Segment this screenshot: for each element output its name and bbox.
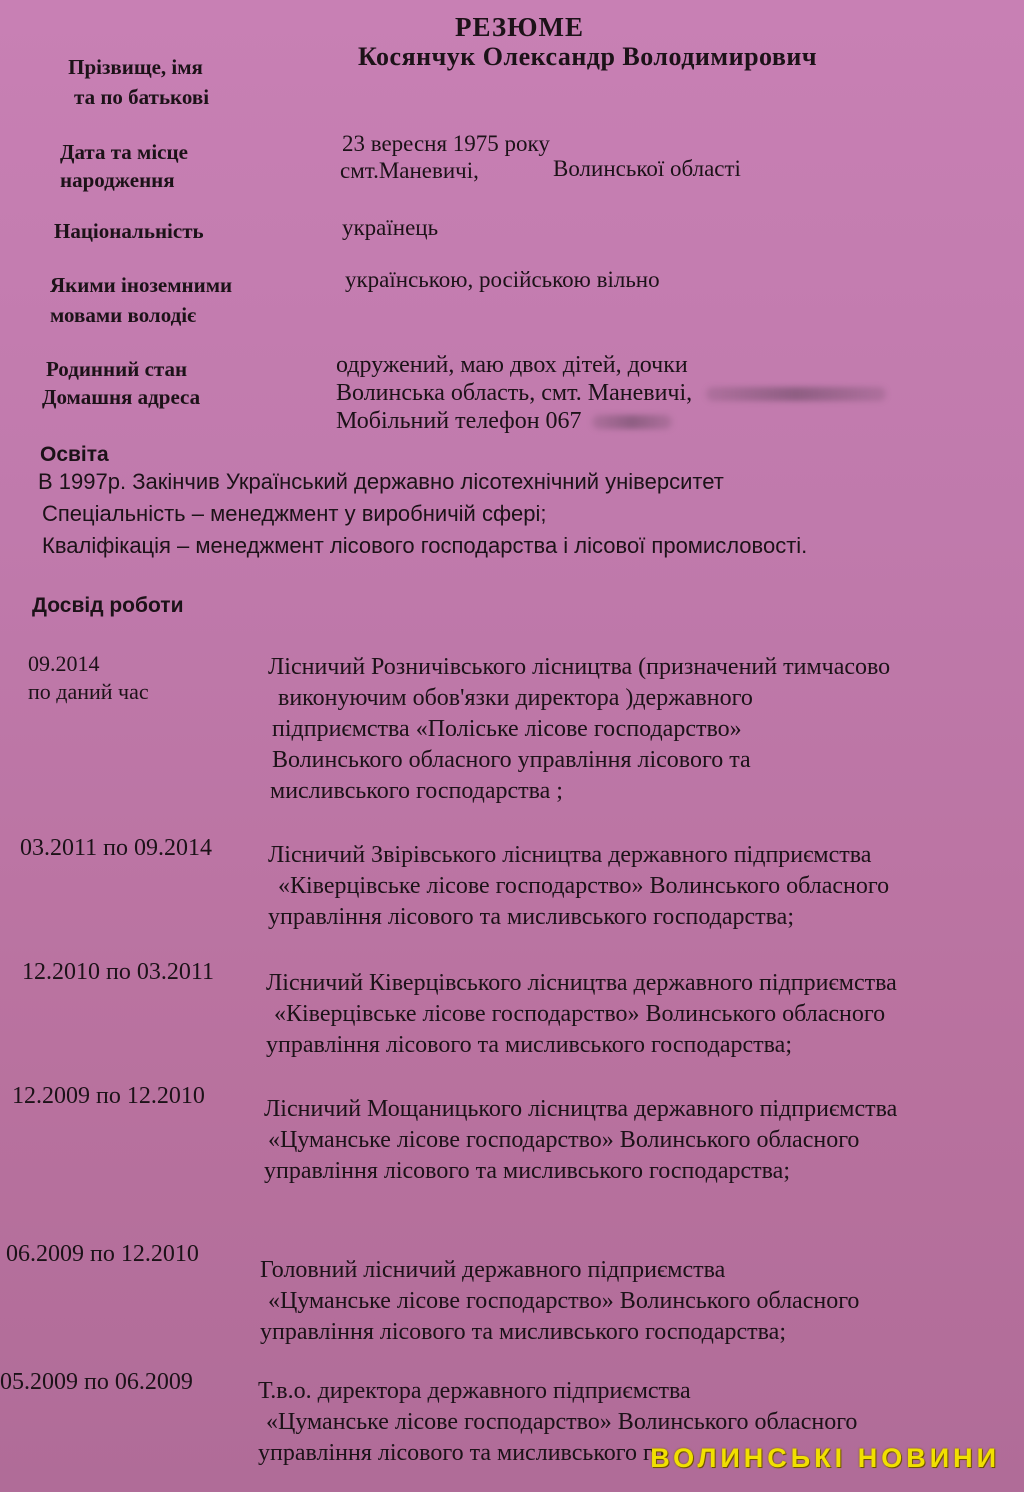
birth-label: Дата та місце народження [60,140,188,192]
languages-value: українською, російською вільно [345,267,660,292]
nationality-value: українець [342,215,439,240]
entry-dates: 09.2014 по даний час [28,651,149,704]
address-value [336,378,886,408]
entry-position: Лісничий Ківерцівського лісництва державного підприємства «Ківерцівське лісове господарство» Волинського обласного управління лісового та мисливського господарства; [266,970,897,1058]
languages-label: Якими іноземними мовами володіє [50,273,233,327]
birth-region: Волинської області [553,156,741,181]
birth-date: 23 вересня 1975 року [342,131,550,156]
experience-heading: Досвід роботи [32,594,184,617]
nationality-label: Національність [54,219,204,243]
education-line: Кваліфікація – менеджмент лісового господарства і лісової промисловості. [42,533,808,558]
address-label: Домашня адреса [42,385,201,409]
entry-position: Лісничий Мощаницького лісництва державного підприємства «Цуманське лісове господарство» Волинського обласного управління лісового та мисливського господарства; [264,1096,898,1184]
entry-dates: 03.2011 по 09.2014 [20,835,212,861]
education-line: Спеціальність – менеджмент у виробничій сфері; [42,501,547,526]
full-name: Косянчук Олександр Володимирович [358,42,818,71]
entry-dates: 05.2009 по 06.2009 [0,1369,193,1395]
phone-value [336,406,672,436]
entry-dates: 06.2009 по 12.2010 [6,1241,199,1267]
entry-dates: 12.2009 по 12.2010 [12,1083,205,1109]
redacted-street [706,387,886,401]
family-value: одружений, маю двох дітей, дочки [336,352,688,378]
education-heading: Освіта [40,443,109,466]
entry-position: Головний лісничий державного підприємства «Цуманське лісове господарство» Волинського обласного управління лісового та мисливського господарства; [260,1257,860,1345]
birth-town: смт.Маневичі, [340,158,479,183]
entry-dates: 12.2010 по 03.2011 [22,959,214,985]
entry-position: Т.в.о. директора державного підприємства «Цуманське лісове господарство» Волинського обласного управління лісового та мисливського го [258,1378,858,1466]
redacted-phone [592,415,672,429]
phone-text: Мобільний телефон 067 [336,408,582,434]
document-title: РЕЗЮМЕ [455,12,584,42]
address-text: Волинська область, смт. Маневичі, [336,380,693,406]
watermark-logo: ВОЛИНСЬКІ НОВИНИ [650,1443,1000,1473]
entry-position: Лісничий Звірівського лісництва державного підприємства «Ківерцівське лісове господарство» Волинського обласного управління лісового та мисливського господарства; [268,842,890,930]
name-label: Прізвище, імя та по батькові [68,55,210,109]
education-block [38,466,807,562]
entry-position: Лісничий Розничівського лісництва (призначений тимчасово виконуючим обов'язки директора )державного підприємства «Поліське лісове господарство» Волинського обласного управління лісового та мисливського господарства ; [268,654,891,804]
family-label: Родинний стан [46,357,188,381]
education-line: В 1997р. Закінчив Український державно лісотехнічний університет [38,469,724,494]
